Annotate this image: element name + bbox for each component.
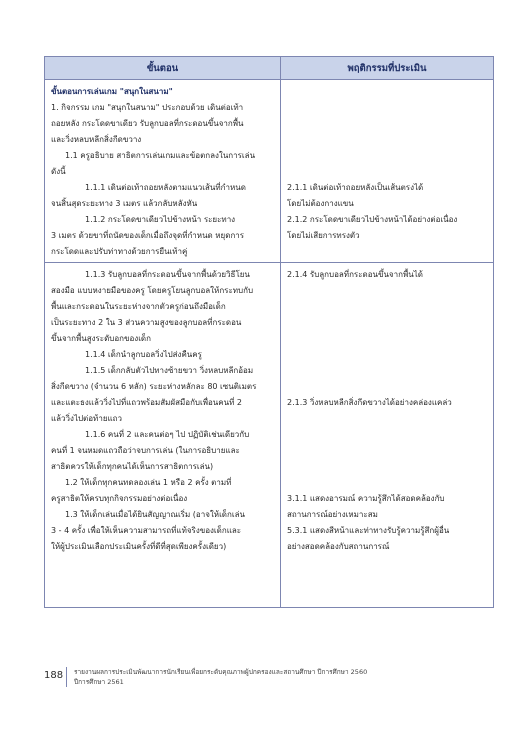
- page-footer: [44, 667, 493, 687]
- step-text: 1.1.6 คนที่ 2 และคนต่อๆ ไป ปฏิบัติเช่นเดียวกับ: [85, 430, 250, 439]
- step-text: 1.1 ครูอธิบาย สาธิตการเล่นเกมและข้อตกลงในการเล่น: [65, 151, 256, 160]
- column-header-behaviors: พฤติกรรมที่ประเมิน: [281, 57, 494, 80]
- behavior-text: อย่างสอดคล้องกับสถานการณ์: [287, 542, 390, 551]
- behavior-text: 2.1.2 กระโดดขาเดียวไปข้างหน้าได้อย่างต่อเนื่อง: [287, 215, 458, 224]
- step-text: พื้นและกระดอนในระยะห่างจากตัวครูก่อนถึงมือเด็ก: [51, 302, 226, 311]
- page-number: 188: [44, 670, 64, 681]
- step-text: ให้ผู้ประเมินเลือกประเมินครั้งที่ดีที่สุดเพียงครั้งเดียว): [51, 542, 227, 551]
- behavior-text: 2.1.3 วิ่งหลบหลีกสิ่งกีดขวางได้อย่างคล่องแคล่ว: [287, 398, 452, 407]
- step-text: 1.1.3 รับลูกบอลที่กระดอนขึ้นจากพื้นด้วยวิธีโยน: [85, 270, 250, 279]
- behavior-text: 5.3.1 แสดงสีหน้าและท่าทางรับรู้ความรู้สึกผู้อื่น: [287, 526, 450, 535]
- behavior-text: โดยไม่ต้องกางแขน: [287, 199, 354, 208]
- table-row: [45, 263, 494, 608]
- behavior-cell: [281, 80, 494, 263]
- step-text: กระโดดและปรับท่าทางด้วยการยืนเท้าคู่: [51, 247, 188, 256]
- step-text: 1.3 ให้เด็กเล่นเมื่อได้ยินสัญญาณเริ่ม (อาจให้เด็กเล่น: [65, 510, 245, 519]
- step-text: คนที่ 1 จนหมดแถวถือว่าจบการเล่น (ในการอธิบายและ: [51, 446, 240, 455]
- step-text: 1.1.4 เด็กนำลูกบอลวิ่งไปส่งคืนครู: [85, 350, 202, 359]
- step-text: สาธิตควรให้เด็กทุกคนได้เห็นการสาธิตการเล่น): [51, 462, 214, 471]
- evaluation-table: [44, 56, 494, 608]
- behavior-text: สถานการณ์อย่างเหมาะสม: [287, 510, 378, 519]
- step-text: 1.2 ให้เด็กทุกคนทดลองเล่น 1 หรือ 2 ครั้ง ตามที่: [65, 478, 232, 487]
- footer-line: ปีการศึกษา 2561: [74, 678, 124, 686]
- behavior-text: 2.1.4 รับลูกบอลที่กระดอนขึ้นจากพื้นได้: [287, 270, 423, 279]
- step-text: 1. กิจกรรม เกม "สนุกในสนาม" ประกอบด้วย เดินต่อเท้า: [51, 103, 244, 112]
- footer-divider: [66, 667, 67, 687]
- step-text: และวิ่งหลบหลีกสิ่งกีดขวาง: [51, 135, 142, 144]
- table-header-row: [45, 57, 494, 80]
- step-text: ดังนี้: [51, 167, 66, 176]
- step-text: 3 เมตร ด้วยขาที่ถนัดของเด็กเมื่อถึงจุดที่กำหนด หยุดการ: [51, 231, 245, 240]
- steps-cell: [45, 263, 281, 608]
- step-text: ขึ้นจากพื้นสูงระดับอกของเด็ก: [51, 334, 151, 343]
- table-row: [45, 80, 494, 263]
- behavior-text: 3.1.1 แสดงอารมณ์ ความรู้สึกได้สอดคล้องกับ: [287, 494, 445, 503]
- step-text: 3 - 4 ครั้ง เพื่อให้เห็นความสามารถที่แท้จริงของเด็กและ: [51, 526, 242, 535]
- step-text: ครูสาธิตให้ครบทุกกิจกรรมอย่างต่อเนื่อง: [51, 494, 188, 503]
- step-text: 1.1.1 เดินต่อเท้าถอยหลังตามแนวเส้นที่กำหนด: [85, 183, 246, 192]
- step-text: แล้ววิ่งไปต่อท้ายแถว: [51, 414, 122, 423]
- step-text: ถอยหลัง กระโดดขาเดียว รับลูกบอลที่กระดอนขึ้นจากพื้น: [51, 119, 244, 128]
- step-text: จนสิ้นสุดระยะทาง 3 เมตร แล้วกลับหลังหัน: [51, 199, 198, 208]
- behavior-text: โดยไม่เสียการทรงตัว: [287, 231, 360, 240]
- step-text: 1.1.2 กระโดดขาเดียวไปข้างหน้า ระยะทาง: [85, 215, 236, 224]
- step-text: และแตะธงแล้ววิ่งไปที่แถวพร้อมสัมผัสมือกับเพื่อนคนที่ 2: [51, 398, 242, 407]
- step-text: เป็นระยะทาง 2 ใน 3 ส่วนความสูงของลูกบอลที่กระดอน: [51, 318, 242, 327]
- behavior-cell: [281, 263, 494, 608]
- behavior-text: 2.1.1 เดินต่อเท้าถอยหลังเป็นเส้นตรงได้: [287, 183, 424, 192]
- footer-line: รายงานผลการประเมินพัฒนาการนักเรียนเพื่อยกระดับคุณภาพผู้ปกครองและสถานศึกษา ปีการศึกษา 2560: [74, 668, 368, 676]
- step-text: สองมือ แบบหงายมือของครู โดยครูโยนลูกบอลให้กระทบกับ: [51, 286, 254, 295]
- column-header-steps: ขั้นตอน: [45, 57, 281, 80]
- section-heading: ขั้นตอนการเล่นเกม "สนุกในสนาม": [51, 87, 173, 96]
- step-text: 1.1.5 เด็กกลับตัวไปทางซ้ายขวา วิ่งหลบหลีกอ้อม: [85, 366, 254, 375]
- step-text: สิ่งกีดขวาง (จำนวน 6 หลัก) ระยะห่างหลักละ 80 เซนติเมตร: [51, 382, 257, 391]
- footer-caption: [74, 667, 367, 687]
- steps-cell: [45, 80, 281, 263]
